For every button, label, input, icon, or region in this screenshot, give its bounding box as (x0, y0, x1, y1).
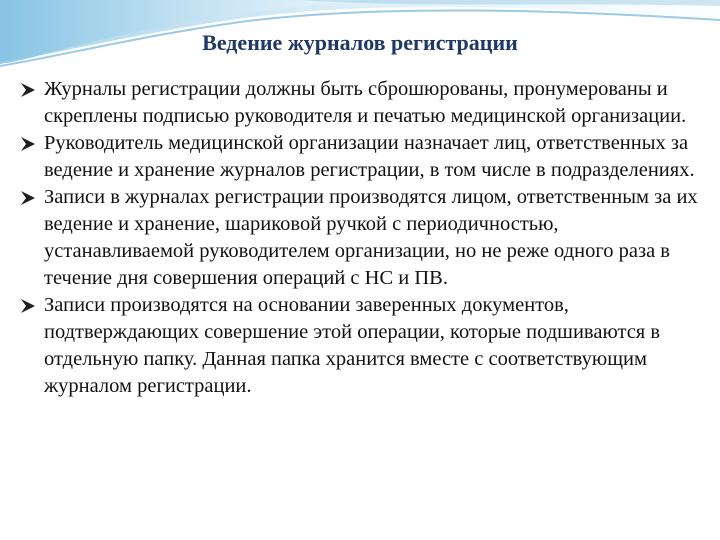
bullet-list (20, 76, 704, 400)
list-item-text: Записи в журналах регистрации производятся лицом, ответственным за их ведение и хранение, шариковой ручкой с периодичностью, устанавливаемой руководителем организации, но не реже одного раза в течение дня совершения операций с НС и ПВ. (44, 186, 698, 289)
list-item-text: Записи производятся на основании заверенных документов, подтверждающих совершение этой операции, которые подшиваются в отдельную папку. Данная папка хранится вместе с соответствующим журналом регистрации. (44, 294, 661, 397)
list-item (20, 184, 704, 292)
slide-title: Ведение журналов регистрации (202, 30, 518, 55)
list-item (20, 292, 704, 400)
arrow-bullet-icon (20, 190, 36, 206)
arrow-bullet-icon (20, 136, 36, 152)
list-item (20, 76, 704, 130)
list-item (20, 130, 704, 184)
list-item-text: Журналы регистрации должны быть сброшюрованы, пронумерованы и скреплены подписью руководителя и печатью медицинской организации. (44, 78, 687, 127)
arrow-bullet-icon (20, 82, 36, 98)
list-item-text: Руководитель медицинской организации назначает лиц, ответственных за ведение и хранение журналов регистрации, в том числе в подразделениях. (44, 132, 695, 181)
arrow-bullet-icon (20, 298, 36, 314)
